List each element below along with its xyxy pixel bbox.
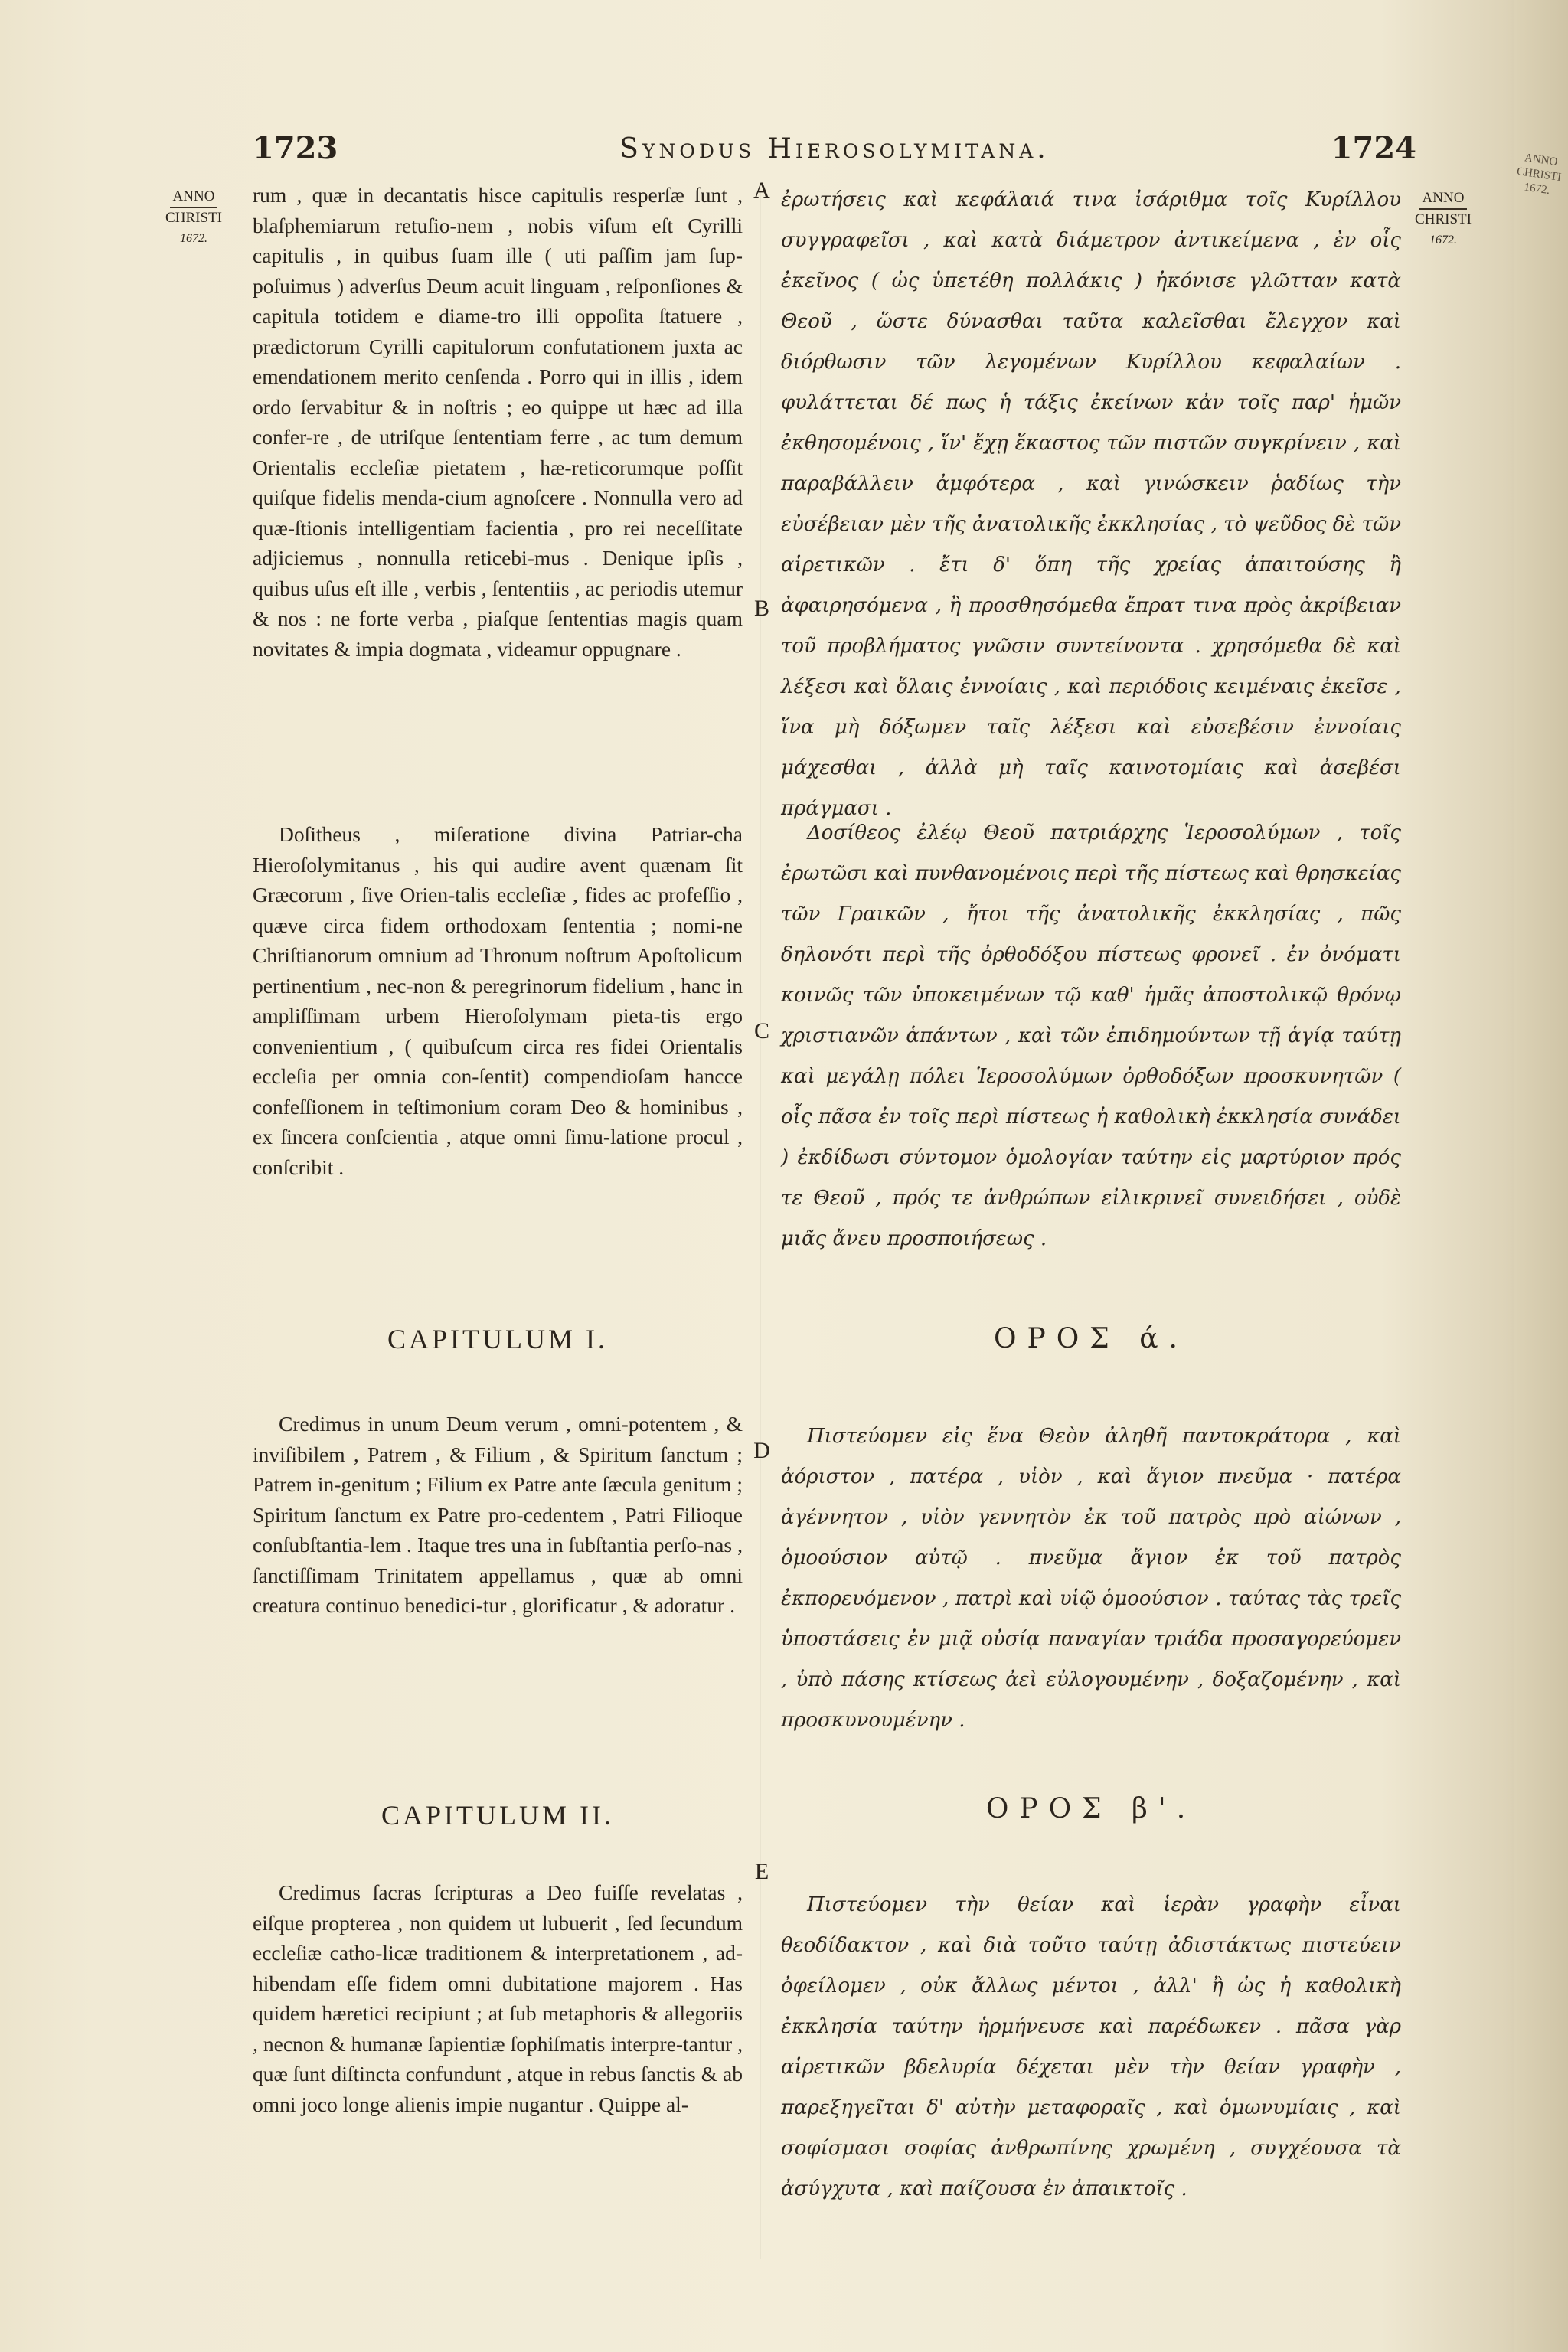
latin-dositheus-text: Doſitheus , miſeratione divina Patriar-cha Hieroſolymitanus , his qui audire avent quænam ſit Græcorum , ſive Orien-talis eccleſiæ , fides ac profeſſio , quæve circa fidem orthodoxam ſententia ; nomi-ne Chriſtianorum omnium ad Thronum noſtrum Apoſtolicum pertinentium , nec-non & peregrinorum fidelium , hanc in ampliſſimam urbem Hieroſolymam pieta-tis ergo convenientium , ( quibuſcum circa res fidei Orientalis eccleſia per omnia con-ſentit) compendioſam hancce confeſſionem in teſtimonium coram Deo & hominibus , ex ſincera conſcientia , atque omni ſimu-latione procul , conſcribit .	[253, 822, 743, 1179]
latin-chapter-2-heading: CAPITULUM II.	[381, 1800, 614, 1831]
margin-note-right	[1401, 188, 1485, 250]
greek-oros-1	[781, 1416, 1401, 1741]
latin-intro	[253, 180, 743, 664]
section-letter-c: C	[753, 1018, 769, 1044]
page-header	[253, 130, 1416, 176]
column-gutter	[760, 191, 761, 2259]
margin-note-christi: CHRISTI	[165, 210, 222, 226]
latin-intro-text: rum , quæ in decantatis hisce capitulis resperſæ ſunt , blaſphemiarum retuſio-nem , nobis viſum eſt Cyrilli capitulis , in quibus ſuam ille ( uti paſſim jam ſup-poſuimus ) adverſus Deum acuit linguam , reſponſiones & capitula totidem e diame-tro illi oppoſita ſtatuere , prædictorum Cyrilli capitulorum confutationem juxta ac emendationem merito cenſenda . Porro qui in illis , idem ordo ſervabitur & in noſtris ; eo quippe ut hæc ad illa confer-re , de utriſque ſententiam ferre , ac tum demum Orientalis eccleſiæ pietatem , hæ-reticorumque poſſit quiſque fidelis menda-cium agnoſcere . Nonnulla vero ad quæ-ſtionis intelligentiam facientia , pro rei neceſſitate adjiciemus , nonnulla reticebi-mus . Denique ipſis , quibus uſus eſt ille , verbis , ſententiis , ac periodis utemur & nos : ne forte verba , piaſque ſententias magis quam novitates & impia dogmata , videamur oppugnare .	[253, 183, 743, 661]
greek-oros-1-heading: ΟΡΟΣ ά.	[994, 1323, 1188, 1354]
greek-oros-2-text: Πιστεύομεν τὴν θείαν καὶ ἱερὰν γραφὴν εἶναι θεοδίδακτον , καὶ διὰ τοῦτο ταύτῃ ἀδιστάκτως πιστεύειν ὀφείλομεν , οὐκ ἄλλως μέντοι , ἀλλ' ἢ ὡς ἡ καθολικὴ ἐκκλησία ταύτην ἡρμήνευσε καὶ παρέδωκεν . πᾶσα γὰρ αἱρετικῶν βδελυρία δέχεται μὲν τὴν θείαν γραφὴν , παρεξηγεῖται δ' αὐτὴν μεταφοραῖς , καὶ ὁμωνυμίαις , καὶ σοφίσμασι σοφίας ἀνθρωπίνης χρωμένη , συγχέουσα τὰ ἀσύγχυτα , καὶ παίζουσα ἐν ἀπαικτοῖς .	[781, 1893, 1401, 2200]
latin-dositheus	[253, 819, 743, 1182]
greek-oros-2-heading: ΟΡΟΣ β'.	[985, 1793, 1197, 1824]
greek-intro	[781, 180, 1401, 829]
running-title: Synodus Hierosolymitana.	[619, 133, 1050, 165]
latin-chapter-2	[253, 1877, 743, 2119]
page-edge-shadow	[1514, 0, 1568, 2352]
margin-note-christi: CHRISTI	[1516, 165, 1563, 184]
margin-note-year: 1672.	[1523, 181, 1551, 198]
margin-note-year: 1672.	[1429, 234, 1457, 247]
margin-note-left	[152, 187, 236, 249]
greek-oros-1-text: Πιστεύομεν εἰς ἕνα Θεὸν ἀληθῆ παντοκράτορα , καὶ ἀόριστον , πατέρα , υἱὸν , καὶ ἅγιον πνεῦμα · πατέρα ἀγέννητον , υἱὸν γεννητὸν ἐκ τοῦ πατρὸς πρὸ αἰώνων , ὁμοούσιον αὐτῷ . πνεῦμα ἅγιον ἐκ τοῦ πατρὸς ἐκπορευόμενον , πατρὶ καὶ υἱῷ ὁμοούσιον . ταύτας τὰς τρεῖς ὑποστάσεις ἐν μιᾷ οὐσίᾳ παναγίαν τριάδα προσαγορεύομεν , ὑπὸ πάσης κτίσεως ἀεὶ εὐλογουμένην , δοξαζομένην , καὶ προσκυνουμένην .	[781, 1425, 1401, 1732]
section-letter-a: A	[753, 178, 770, 203]
section-letter-b: B	[753, 596, 769, 621]
margin-note-anno: ANNO	[1419, 188, 1468, 210]
section-letter-d: D	[753, 1438, 770, 1463]
greek-intro-text: ἐρωτήσεις καὶ κεφάλαιά τινα ἰσάριθμα τοῖς Κυρίλλου συγγραφεῖσι , καὶ κατὰ διάμετρον ἀντικείμενα , ἐν οἷς ἐκεῖνος ( ὡς ὑπετέθη πολλάκις ) ἠκόνισε γλῶτταν κατὰ Θεοῦ , ὥστε δύνασθαι ταῦτα καλεῖσθαι ἔλεγχον καὶ διόρθωσιν τῶν λεγομένων Κυρίλλου κεφαλαίων . φυλάττεται δέ πως ἡ τάξις ἐκείνων κἀν τοῖς παρ' ἡμῶν ἐκθησομένοις , ἵν' ἔχῃ ἕκαστος τῶν πιστῶν συγκρίνειν , καὶ παραβάλλειν ἀμφότερα , καὶ γινώσκειν ῥαδίως τὴν εὐσέβειαν μὲν τῆς ἀνατολικῆς ἐκκλησίας , τὸ ψεῦδος δὲ τῶν αἱρετικῶν . ἔτι δ' ὅπη τῆς χρείας ἀπαιτούσης ἢ ἀφαιρησόμενα , ἢ προσθησόμεθα ἔπρατ τινα πρὸς ἀκρίβειαν τοῦ προβλήματος γνῶσιν συντείνοντα . χρησόμεθα δὲ καὶ λέξεσι καὶ ὅλαις ἐννοίαις , καὶ περιόδοις κειμέναις ἐκεῖσε , ἵνα μὴ δόξωμεν ταῖς λέξεσι καὶ εὐσεβέσιν ἐννοίαις μάχεσθαι , ἀλλὰ μὴ ταῖς καινοτομίαις καὶ ἀσεβέσι πράγμασι .	[781, 188, 1401, 820]
greek-dositheus	[781, 813, 1401, 1259]
section-letter-e: E	[754, 1859, 769, 1884]
margin-note-anno: ANNO	[1524, 152, 1559, 169]
latin-chapter-1-heading: CAPITULUM I.	[387, 1324, 608, 1354]
margin-note-christi: CHRISTI	[1415, 211, 1472, 227]
margin-note-year: 1672.	[180, 232, 207, 245]
margin-note-anno: ANNO	[170, 187, 218, 208]
right-page-number: 1724	[1331, 130, 1416, 166]
left-page-number: 1723	[253, 130, 338, 166]
latin-chapter-1-text: Credimus in unum Deum verum , omni-potentem , & inviſibilem , Patrem , & Filium , & Spiritum ſanctum ; Patrem in-genitum ; Filium ex Patre ante ſæcula genitum ; Spiritum ſanctum ex Patre pro-cedentem , Patri Filioque conſubſtantia-lem . Itaque tres una in ſubſtantia perſo-nas , ſanctiſſimam Trinitatem appellamus , quæ ab omni creatura continuo benedici-tur , glorificatur , & adoratur .	[253, 1412, 743, 1617]
latin-chapter-2-text: Credimus ſacras ſcripturas a Deo fuiſſe revelatas , eiſque propterea , non quidem ut lubuerit , ſed ſecundum eccleſiæ catho-licæ traditionem & interpretationem , ad-hibendam eſſe fidem omni dubitatione majorem . Has quidem hæretici recipiunt ; at ſub metaphoris & allegoriis , necnon & humanæ ſapientiæ ſophiſmatis interpre-tantur , quæ ſunt diſtincta confundunt , atque in rebus ſanctis & ab omni joco longe alienis impie nugantur . Quippe al-	[253, 1880, 743, 2116]
margin-note-facing-page	[1509, 149, 1568, 200]
latin-chapter-1	[253, 1409, 743, 1621]
greek-dositheus-text: Δοσίθεος ἐλέῳ Θεοῦ πατριάρχης Ἱεροσολύμων , τοῖς ἐρωτῶσι καὶ πυνθανομένοις περὶ τῆς πίστεως καὶ θρησκείας τῶν Γραικῶν , ἤτοι τῆς ἀνατολικῆς ἐκκλησίας , πῶς δηλονότι περὶ τῆς ὀρθοδόξου πίστεως φρονεῖ . ἐν ὀνόματι κοινῶς τῶν ὑποκειμένων τῷ καθ' ἡμᾶς ἀποστολικῷ θρόνῳ χριστιανῶν ἁπάντων , καὶ τῶν ἐπιδημούντων τῇ ἁγίᾳ ταύτῃ καὶ μεγάλῃ πόλει Ἱεροσολύμων ὀρθοδόξων προσκυνητῶν ( οἷς πᾶσα ἐν τοῖς περὶ πίστεως ἡ καθολικὴ ἐκκλησία συνάδει ) ἐκδίδωσι σύντομον ὁμολογίαν ταύτην εἰς μαρτύριον πρός τε Θεοῦ , πρός τε ἀνθρώπων εἰλικρινεῖ συνειδήσει , οὐδὲ μιᾶς ἄνευ προσποιήσεως .	[781, 822, 1401, 1250]
greek-oros-2	[781, 1885, 1401, 2210]
